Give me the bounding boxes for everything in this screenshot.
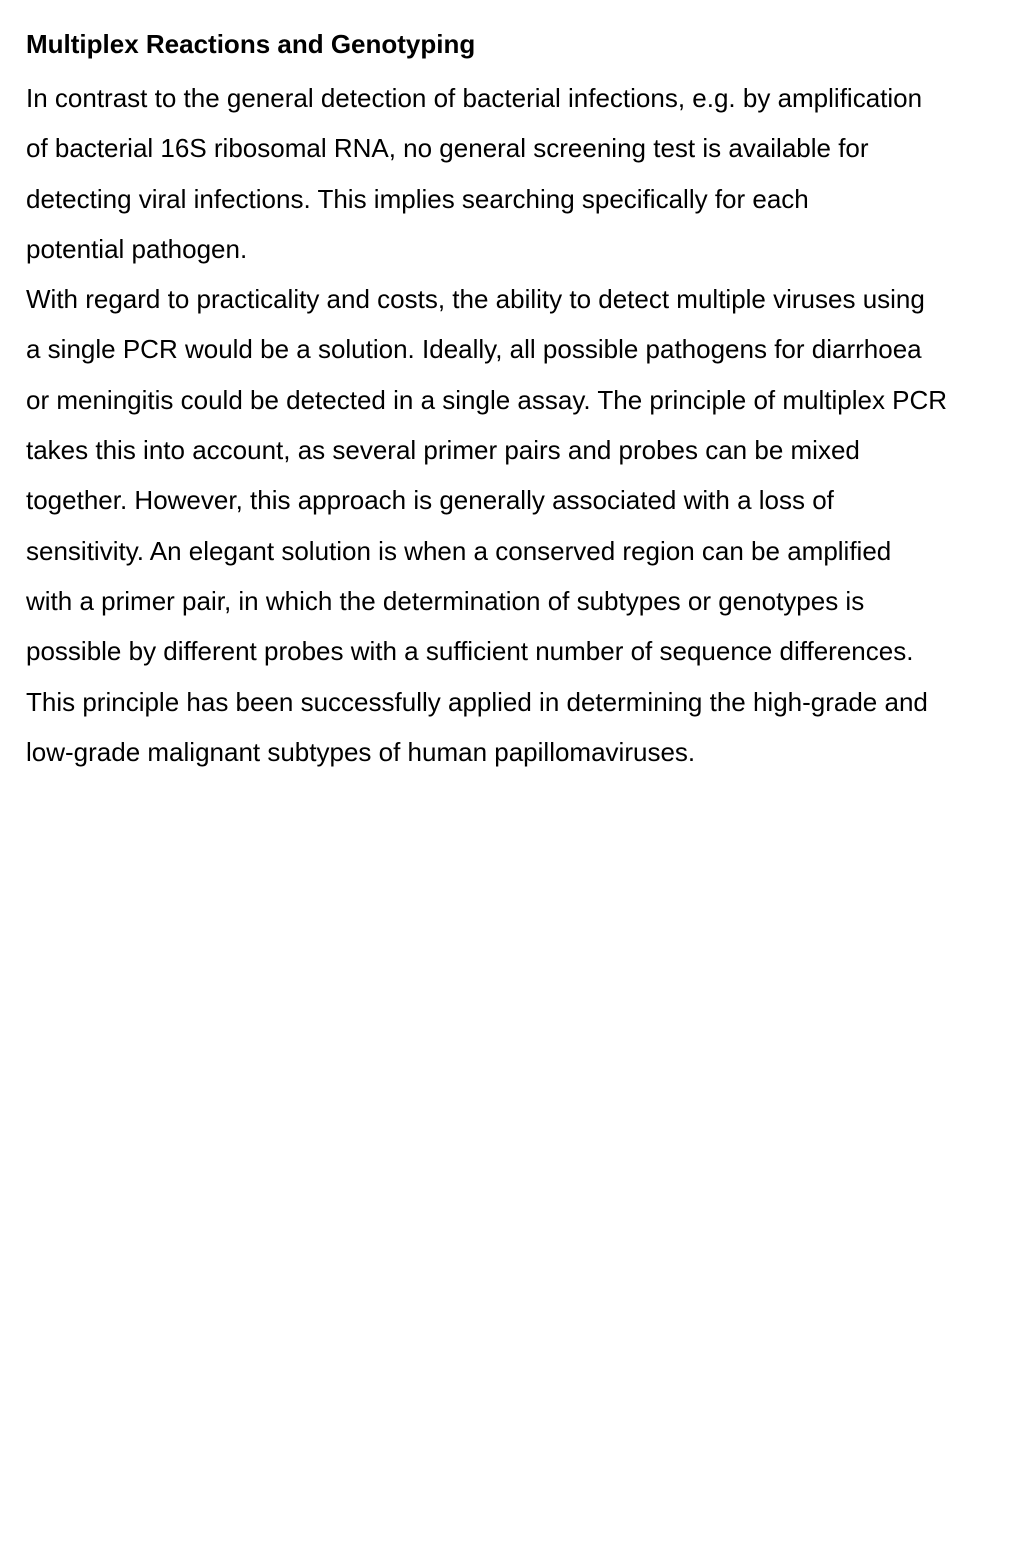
text-line-4: potential pathogen.: [26, 233, 248, 264]
text-line-11: with a primer pair, in which the determination of subtypes or genotypes is: [26, 585, 865, 616]
text-line-3: detecting viral infections. This implies searching specifically for each: [26, 183, 809, 214]
body-text: [26, 73, 1001, 777]
text-line-8: takes this into account, as several primer pairs and probes can be mixed: [26, 435, 860, 466]
text-line-5: With regard to practicality and costs, the ability to detect multiple viruses using: [26, 284, 925, 315]
text-line-9: together. However, this approach is generally associated with a loss of: [26, 485, 834, 516]
text-line-14: low-grade malignant subtypes of human papillomaviruses.: [26, 736, 696, 767]
text-line-1: In contrast to the general detection of bacterial infections, e.g. by amplification: [26, 83, 923, 113]
text-line-13: This principle has been successfully applied in determining the high-grade and: [26, 686, 928, 717]
section-heading: Multiplex Reactions and Genotyping: [26, 29, 476, 59]
text-line-6: a single PCR would be a solution. Ideally, all possible pathogens for diarrhoea: [26, 334, 922, 365]
document-page: [26, 22, 1001, 777]
text-line-10: sensitivity. An elegant solution is when a conserved region can be amplified: [26, 535, 892, 566]
text-line-2: of bacterial 16S ribosomal RNA, no general screening test is available for: [26, 133, 869, 164]
text-line-7: or meningitis could be detected in a single assay. The principle of multiplex PCR: [26, 384, 948, 415]
text-line-12: possible by different probes with a sufficient number of sequence differences.: [26, 636, 914, 667]
